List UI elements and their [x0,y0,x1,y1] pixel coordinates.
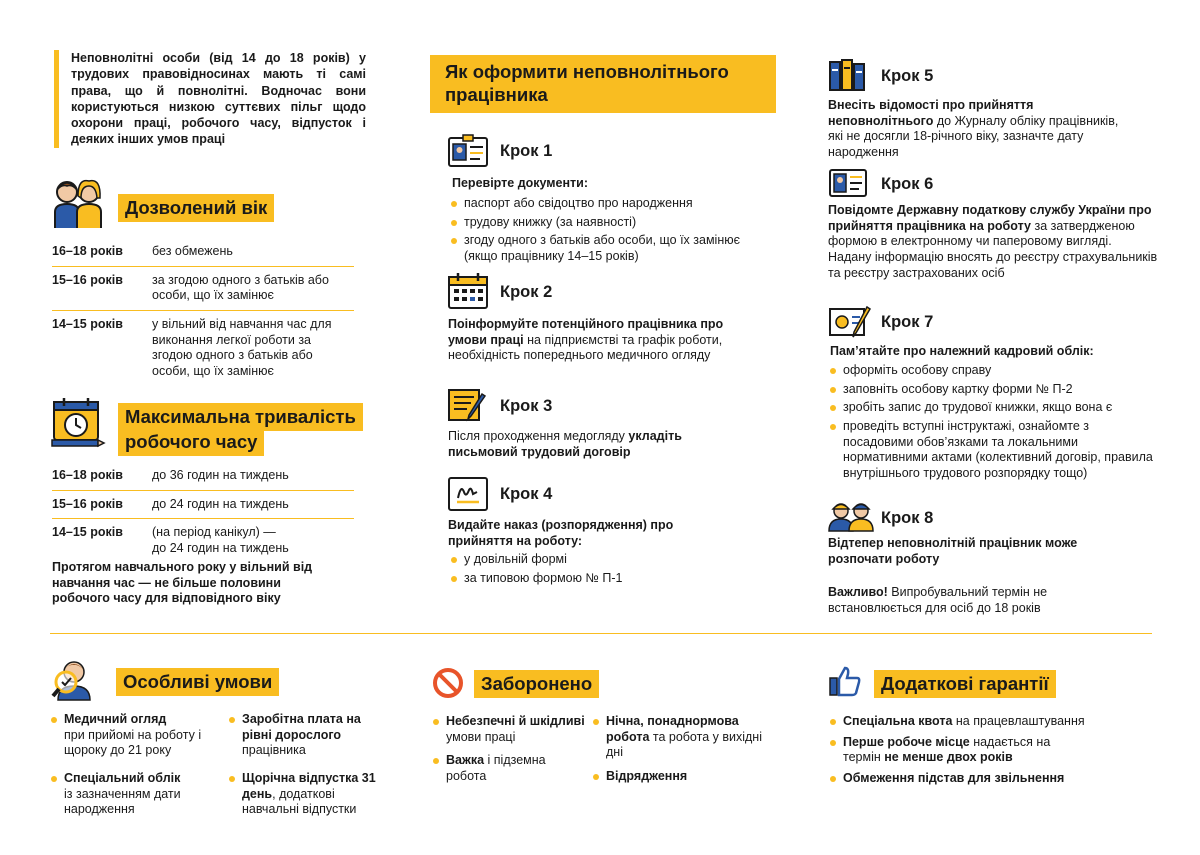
step6-title: Крок 6 [881,175,934,193]
id-card-icon [447,134,489,168]
special-col1 [50,712,225,818]
thumbs-up-icon [828,665,862,697]
step5-text: Внесіть відомості про прийняття неповнолітнього до Журналу обліку працівників, які не досягли 18-річного віку, зазначте дату народження [828,98,1119,159]
list-item: оформіть особову справу [829,363,1159,379]
step8-text: Відтепер неповнолітній працівник може розпочати роботу [828,536,1078,566]
list-item: Медичний огляд при прийомі на роботу і щороку до 21 року [50,712,225,759]
list-item: згоду одного з батьків або особи, що їх замінює (якщо працівнику 14–15 років) [450,233,750,264]
step5-title: Крок 5 [881,67,934,85]
step2-text: Поінформуйте потенційного працівника про умови праці на підприємстві та графік роботи, необхідність попереднього медичного огляду [448,317,724,363]
calendar-clock-icon [50,396,106,450]
list-item: Перше робоче місце надається на термін не менше двох років [829,735,1079,766]
children-icon [50,178,106,230]
list-item: Відрядження [592,769,762,785]
table-row: 15–16 років до 24 годин на тиждень [52,496,289,511]
table-row: 14–15 років (на період канікул) — до 24 годин на тиждень [52,525,289,555]
magnifier-person-icon [50,656,96,702]
signature-icon [447,476,489,512]
table-row: 14–15 років у вільний від навчання час для виконання легкої роботи за згодою одного з батьків або особи, що їх замінює [52,316,332,378]
list-item: Нічна, понаднормова робота та робота у вихідні дні [592,714,762,761]
workers-icon [828,500,874,532]
list-item: у довільній формі [450,552,750,568]
folders-icon [828,58,868,92]
table-row: 15–16 років за згодою одного з батьків або особи, що їх замінює [52,272,329,303]
calendar-icon [447,272,489,310]
step4-list [450,552,750,589]
step3-text: Після проходження медогляду укладіть письмовий трудовий договір [448,429,682,459]
list-item: Спеціальна квота на працевлаштування [829,714,1149,730]
forbidden-title: Заборонено [474,670,599,698]
step7-list [829,363,1159,484]
hours-note: Протягом навчального року у вільний від навчання час — не більше половини робочого часу для відповідного віку [52,560,313,606]
step1-lead: Перевірте документи: [452,176,589,190]
certificate-icon [828,305,872,339]
special-title: Особливі умови [116,668,279,696]
special-col2 [228,712,378,818]
hours-title: Максимальна тривалість робочого часу [118,403,363,456]
important-note: Важливо! Випробувальний термін не встановлюється для осіб до 18 років [828,585,1048,615]
step6-text: Повідомте Державну податкову службу України про прийняття працівника на роботу за затвердженою формою в електронному чи паперовому вигляді. Надану інформацію вносять до реєстру страхувальників та реєстру застрахованих осіб [828,203,1158,280]
table-row: 16–18 років без обмежень [52,244,233,258]
age-table [52,244,354,379]
step1-list [450,196,750,268]
step4-title: Крок 4 [500,485,553,503]
list-item: проведіть вступні інструктажі, ознайомте з посадовими обов’язками та локальними нормативними актами (колективний договір, правила внутрішнього трудового розпорядку тощо) [829,419,1159,482]
step7-title: Крок 7 [881,313,934,331]
list-item: Заробітна плата на рівні дорослого працівника [228,712,378,759]
age-title: Дозволений вік [118,194,274,222]
list-item: паспорт або свідоцтво про народження [450,196,750,212]
document-pen-icon [447,388,489,422]
intro-text: Неповнолітні особи (від 14 до 18 років) у трудових правовідносинах мають ті самі права, що й повнолітні. Водночас вони користуються низкою суттєвих пільг щодо охорони праці, робочого часу, відпусток і деяких інших умов праці [54,50,366,148]
guarantees-title: Додаткові гарантії [874,670,1056,698]
step1-title: Крок 1 [500,142,553,160]
list-item: трудову книжку (за наявності) [450,215,750,231]
hours-table [52,468,354,557]
list-item: за типовою формою № П-1 [450,571,750,587]
list-item: Щорічна відпустка 31 день, додаткові навчальні відпустки [228,771,378,818]
step7-lead: Пам’ятайте про належний кадровий облік: [830,344,1094,358]
list-item: Важка і підземна робота [432,753,587,784]
forbidden-col1 [432,714,587,785]
main-title: Як оформити неповнолітнього працівника [430,55,776,113]
list-item: Небезпечні й шкідливі умови праці [432,714,587,745]
step2-title: Крок 2 [500,283,553,301]
guarantees-list [829,714,1149,787]
step4-lead: Видайте наказ (розпорядження) про прийняття на роботу: [448,518,674,548]
forbidden-col2 [592,714,762,785]
step8-title: Крок 8 [881,509,934,527]
list-item: Спеціальний облік із зазначенням дати народження [50,771,225,818]
list-item: заповніть особову картку форми № П-2 [829,382,1159,398]
list-item: зробіть запис до трудової книжки, якщо вона є [829,400,1159,416]
prohibited-icon [432,667,464,699]
list-item: Обмеження підстав для звільнення [829,771,1149,787]
id-badge-icon [828,168,868,198]
step3-title: Крок 3 [500,397,553,415]
table-row: 16–18 років до 36 годин на тиждень [52,468,289,482]
section-divider [50,633,1152,634]
